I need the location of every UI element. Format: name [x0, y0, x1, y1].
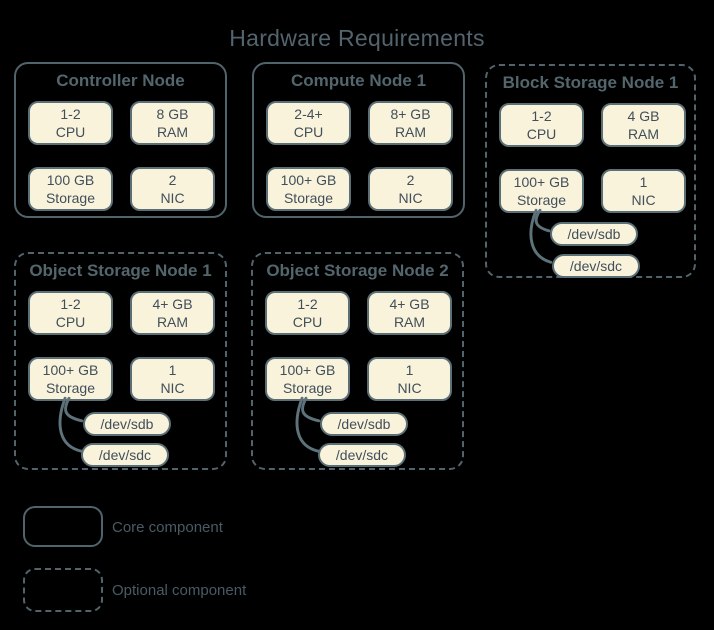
spec-label: CPU — [293, 124, 324, 140]
spec-value: 4+ GB — [389, 296, 430, 312]
spec-value: 100+ GB — [279, 362, 336, 378]
spec-value: 100+ GB — [513, 174, 570, 190]
spec-value: 1 — [168, 362, 177, 378]
nic-spec-box — [368, 167, 453, 211]
spec-value: 1-2 — [60, 296, 81, 312]
storage-spec-box — [28, 357, 113, 401]
spec-value: 1-2 — [531, 108, 552, 124]
page-title: Hardware Requirements — [229, 25, 485, 51]
disk-pill-sdc: /dev/sdc — [552, 254, 640, 278]
node-title-compute: Compute Node 1 — [290, 71, 427, 90]
node-title-object-storage-1: Object Storage Node 1 — [29, 261, 212, 280]
node-controller — [14, 62, 227, 218]
disk-pill-sdb: /dev/sdb — [550, 222, 638, 246]
spec-label: RAM — [393, 314, 426, 330]
spec-label: RAM — [156, 124, 189, 140]
spec-value: 1-2 — [297, 296, 318, 312]
ram-spec-box — [130, 101, 215, 145]
legend-core-swatch — [23, 506, 103, 547]
cpu-spec-box — [28, 101, 113, 145]
disk-pill-sdc: /dev/sdc — [318, 443, 406, 467]
cpu-spec-box — [266, 101, 351, 145]
nic-spec-box — [367, 357, 452, 401]
spec-label: NIC — [160, 190, 185, 206]
spec-label: NIC — [160, 380, 185, 396]
storage-spec-box — [265, 357, 350, 401]
storage-spec-box — [266, 167, 351, 211]
spec-value: 8 GB — [156, 106, 189, 122]
spec-value: 2 — [168, 172, 177, 188]
spec-label: NIC — [397, 380, 422, 396]
spec-label: RAM — [394, 124, 427, 140]
spec-label: RAM — [627, 126, 660, 142]
nic-spec-box — [130, 167, 215, 211]
cpu-spec-box — [265, 291, 350, 335]
spec-value: 4 GB — [627, 108, 660, 124]
ram-spec-box — [130, 291, 215, 335]
spec-label: Storage — [282, 380, 333, 396]
spec-value: 2-4+ — [294, 106, 323, 122]
node-object-storage-2 — [251, 252, 464, 470]
spec-label: RAM — [156, 314, 189, 330]
spec-label: NIC — [631, 192, 656, 208]
node-title-controller: Controller Node — [56, 71, 185, 90]
spec-label: Storage — [516, 192, 567, 208]
spec-label: CPU — [55, 314, 86, 330]
nic-spec-box — [130, 357, 215, 401]
disk-pill-sdb: /dev/sdb — [83, 412, 171, 436]
legend-optional-swatch — [23, 568, 103, 612]
spec-label: CPU — [526, 126, 557, 142]
disk-pill-sdc: /dev/sdc — [81, 443, 169, 467]
node-title-block-storage-1: Block Storage Node 1 — [502, 73, 679, 92]
spec-label: CPU — [55, 124, 86, 140]
spec-value: 100 GB — [46, 172, 95, 188]
ram-spec-box — [367, 291, 452, 335]
storage-spec-box — [499, 169, 584, 213]
node-compute — [252, 62, 465, 218]
disk-pill-sdb: /dev/sdb — [320, 412, 408, 436]
storage-spec-box — [28, 167, 113, 211]
spec-value: 1 — [405, 362, 414, 378]
spec-label: NIC — [398, 190, 423, 206]
spec-value: 8+ GB — [390, 106, 431, 122]
ram-spec-box — [601, 103, 686, 147]
spec-value: 4+ GB — [152, 296, 193, 312]
spec-value: 100+ GB — [280, 172, 337, 188]
spec-value: 1 — [639, 174, 648, 190]
cpu-spec-box — [28, 291, 113, 335]
spec-label: Storage — [283, 190, 334, 206]
legend-optional-label: Optional component — [112, 582, 247, 599]
node-block-storage-1 — [485, 64, 696, 278]
node-object-storage-1 — [14, 252, 227, 470]
spec-label: Storage — [45, 380, 96, 396]
spec-label: Storage — [45, 190, 96, 206]
nic-spec-box — [601, 169, 686, 213]
spec-value: 1-2 — [60, 106, 81, 122]
cpu-spec-box — [499, 103, 584, 147]
legend-core-label: Core component — [112, 519, 223, 536]
node-title-object-storage-2: Object Storage Node 2 — [266, 261, 449, 280]
spec-label: CPU — [292, 314, 323, 330]
spec-value: 2 — [406, 172, 415, 188]
spec-value: 100+ GB — [42, 362, 99, 378]
ram-spec-box — [368, 101, 453, 145]
